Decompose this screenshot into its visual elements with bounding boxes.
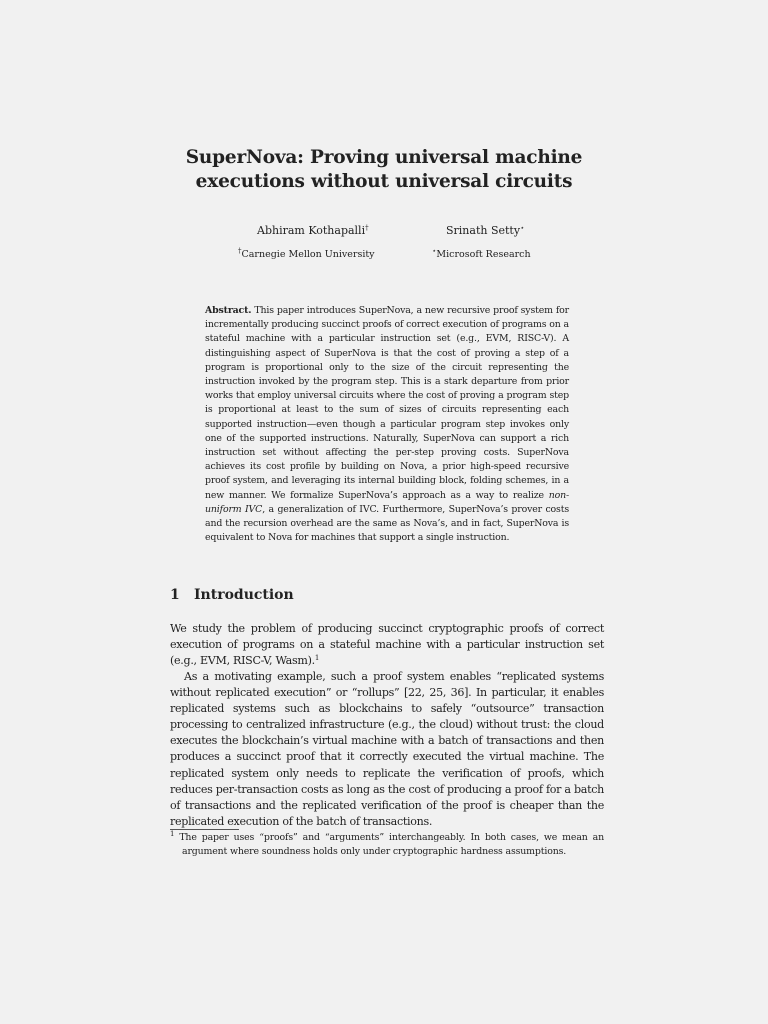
section-heading [170,586,294,604]
intro-paragraph-1 [170,621,604,669]
abstract [205,304,569,545]
abstract-label: Abstract. [205,305,252,316]
abstract-text-1: This paper introduces SuperNova, a new recursive proof system for incrementally producing succinct proofs of correct execution of programs on a stateful machine with a particular instruction set (e.g., EVM, RISC-V). A distinguishing aspect of SuperNova is that the cost of proving a step of a program is proportional only to the size of the circuit representing the instruction invoked by the program step. This is a stark departure from prior works that employ universal circuits where the cost of proving a program step is proportional at least to the sum of sizes of circuits representing each supported instruction—even though a particular program step invokes only one of the supported instructions. Naturally, SuperNova can support a rich instruction set without affecting the per-step proving costs. SuperNova achieves its cost profile by building on Nova, a prior high-speed recursive proof system, and leveraging its internal building block, folding schemes, in a new manner. We formalize SuperNova’s approach as a way to realize [205,305,569,501]
author-1-mark: † [365,224,369,232]
affiliation-2-mark: ⋆ [432,247,437,255]
affiliation-1-name: Carnegie Mellon University [241,249,375,260]
affiliation-2 [432,249,531,261]
author-2-name: Srinath Setty [446,224,521,237]
footnote-text: The paper uses “proofs” and “arguments” interchangeably. In both cases, we mean an argument where soundness holds only under cryptographic hardness assumptions. [179,832,604,857]
section-number: 1 [170,587,180,603]
author-1 [257,224,369,238]
author-2-mark: ⋆ [520,224,525,232]
affiliation-1-mark: † [238,247,242,255]
affiliation-1 [238,249,375,261]
intro-paragraph-1-text: We study the problem of producing succinct cryptographic proofs of correct execution of programs on a stateful machine with a particular instruction set (e.g., EVM, RISC-V, Wasm). [170,622,604,668]
section-title: Introduction [194,587,294,603]
author-2 [446,224,524,238]
footnote-rule [170,829,239,830]
footnote [170,831,604,859]
abstract-text-2: , a generalization of IVC. Furthermore, SuperNova’s prover costs and the recursion overhead are the same as Nova’s, and in fact, SuperNova is equivalent to Nova for machines that support a single instruction. [205,503,569,544]
footnote-ref: 1 [314,654,319,663]
title-line-1: SuperNova: Proving universal machine [185,147,583,168]
affiliation-2-name: Microsoft Research [436,249,531,260]
author-1-name: Abhiram Kothapalli [257,224,366,237]
footnote-mark: 1 [170,830,175,838]
paper-title [0,146,768,194]
intro-paragraph-2: As a motivating example, such a proof system enables “replicated systems without replicated execution” or “rollups” [22, 25, 36]. In particular, it enables replicated systems such as blockchains to safely “outsource” transaction processing to centralized infrastructure (e.g., the cloud) without trust: the cloud executes the blockchain’s virtual machine with a batch of transactions and then produces a succinct proof that it correctly executed the virtual machine. The replicated system only needs to replicate the verification of proofs, which reduces per-transaction costs as long as the cost of producing a proof for a batch of transactions and the replicated verification of the proof is cheaper than the replicated execution of the batch of transactions. [170,670,604,828]
abstract-emphasis: non-uniform IVC [205,489,569,515]
title-line-2: executions without universal circuits [195,171,573,192]
